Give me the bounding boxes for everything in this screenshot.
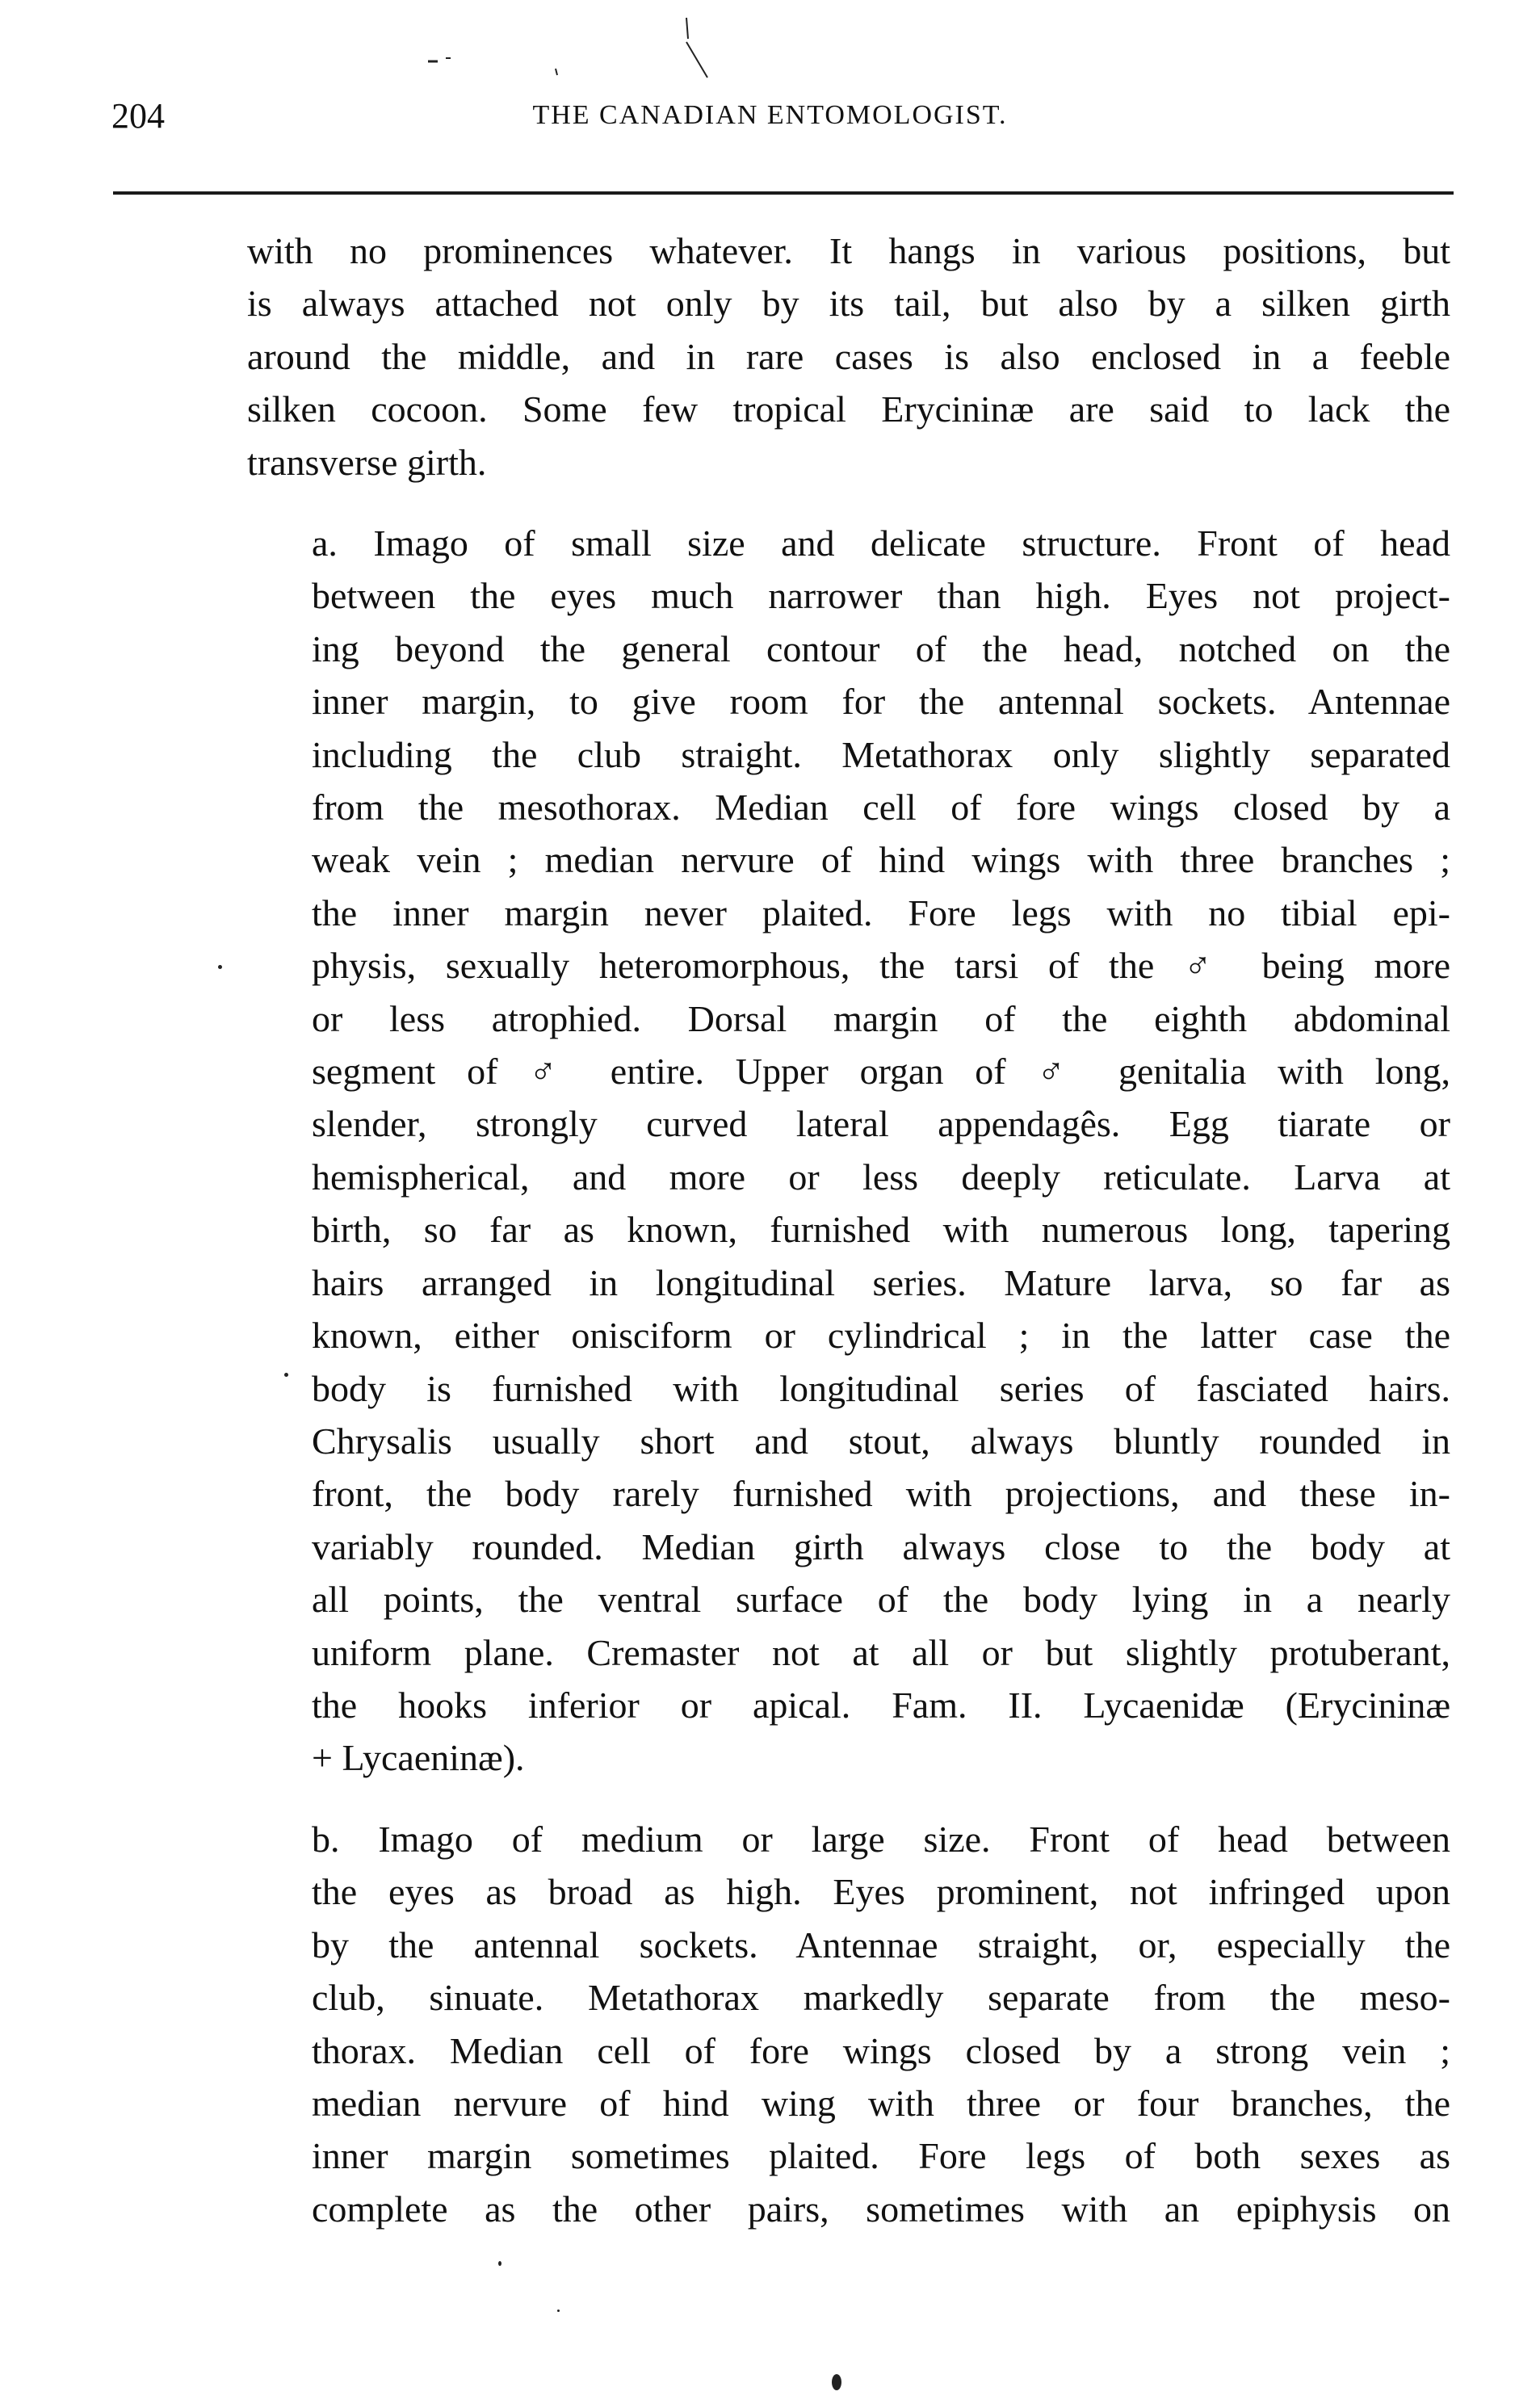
text-line: thorax. Median cell of fore wings closed by a strong vein ; xyxy=(312,2029,1450,2071)
print-speck xyxy=(557,2310,560,2312)
print-speck xyxy=(498,2261,501,2266)
text-line: the hooks inferior or apical. Fam. II. Lycaenidæ (Erycininæ xyxy=(312,1684,1450,1726)
text-line: a. Imago of small size and delicate structure. Front of head xyxy=(312,522,1450,564)
text-line: + Lycaeninæ). xyxy=(312,1737,525,1779)
text-line: all points, the ventral surface of the body lying in a nearly xyxy=(312,1579,1450,1621)
text-line: or less atrophied. Dorsal margin of the eighth abdominal xyxy=(312,997,1450,1039)
page-number: 204 xyxy=(111,96,165,136)
text-line: ing beyond the general contour of the head, notched on the xyxy=(312,627,1450,669)
text-line: hairs arranged in longitudinal series. Mature larva, so far as xyxy=(312,1261,1450,1303)
print-speck xyxy=(832,2374,841,2390)
text-line: weak vein ; median nervure of hind wings with three branches ; xyxy=(312,839,1450,881)
text-line: club, sinuate. Metathorax markedly separate from the meso- xyxy=(312,1977,1450,2019)
text-line: uniform plane. Cremaster not at all or but slightly protuberant, xyxy=(312,1631,1450,1673)
print-speck xyxy=(218,965,222,969)
text-line: inner margin, to give room for the antennal sockets. Antennae xyxy=(312,681,1450,723)
text-line: known, either onisciform or cylindrical ; in the latter case the xyxy=(312,1315,1450,1357)
text-line: body is furnished with longitudinal series of fasciated hairs. xyxy=(312,1367,1450,1409)
text-line: the eyes as broad as high. Eyes prominent, not infringed upon xyxy=(312,1871,1450,1913)
text-line: silken cocoon. Some few tropical Erycininæ are said to lack the xyxy=(247,388,1450,430)
text-line: transverse girth. xyxy=(247,441,487,483)
intro-paragraph xyxy=(247,224,1450,489)
text-line: segment of ♂ entire. Upper organ of ♂ genitalia with long, xyxy=(312,1051,1450,1093)
text-line: inner margin sometimes plaited. Fore legs of both sexes as xyxy=(312,2135,1450,2177)
text-line: from the mesothorax. Median cell of fore wings closed by a xyxy=(312,787,1450,829)
print-speck xyxy=(284,1373,288,1377)
text-line: hemispherical, and more or less deeply reticulate. Larva at xyxy=(312,1156,1450,1198)
text-line: by the antennal sockets. Antennae straight, or, especially the xyxy=(312,1924,1450,1966)
text-line: slender, strongly curved lateral appendagês. Egg tiarate or xyxy=(312,1103,1450,1145)
page-header xyxy=(0,95,1540,144)
text-line: including the club straight. Metathorax only slightly separated xyxy=(312,733,1450,775)
text-line: is always attached not only by its tail, but also by a silken girth xyxy=(247,283,1450,325)
section-b-paragraph xyxy=(312,1813,1450,2235)
text-line: median nervure of hind wing with three or four branches, the xyxy=(312,2083,1450,2125)
text-line: between the eyes much narrower than high. Eyes not project- xyxy=(312,575,1450,617)
running-head: THE CANADIAN ENTOMOLOGIST. xyxy=(532,100,1008,130)
text-line: Chrysalis usually short and stout, always bluntly rounded in xyxy=(312,1420,1450,1462)
text-line: b. Imago of medium or large size. Front of head between xyxy=(312,1819,1450,1860)
text-line: front, the body rarely furnished with projections, and these in- xyxy=(312,1473,1450,1515)
text-line: physis, sexually heteromorphous, the tarsi of the ♂ being more xyxy=(312,945,1450,987)
top-stray-marks xyxy=(388,8,743,97)
text-line: with no prominences whatever. It hangs in various positions, but xyxy=(247,230,1450,271)
text-line: complete as the other pairs, sometimes with an epiphysis on xyxy=(312,2188,1450,2230)
text-line: the inner margin never plaited. Fore legs with no tibial epi- xyxy=(312,892,1450,933)
text-line: variably rounded. Median girth always close to the body at xyxy=(312,1525,1450,1567)
header-rule xyxy=(113,191,1454,195)
text-line: around the middle, and in rare cases is also enclosed in a feeble xyxy=(247,335,1450,377)
section-a-paragraph xyxy=(312,517,1450,1785)
text-line: birth, so far as known, furnished with numerous long, tapering xyxy=(312,1209,1450,1251)
